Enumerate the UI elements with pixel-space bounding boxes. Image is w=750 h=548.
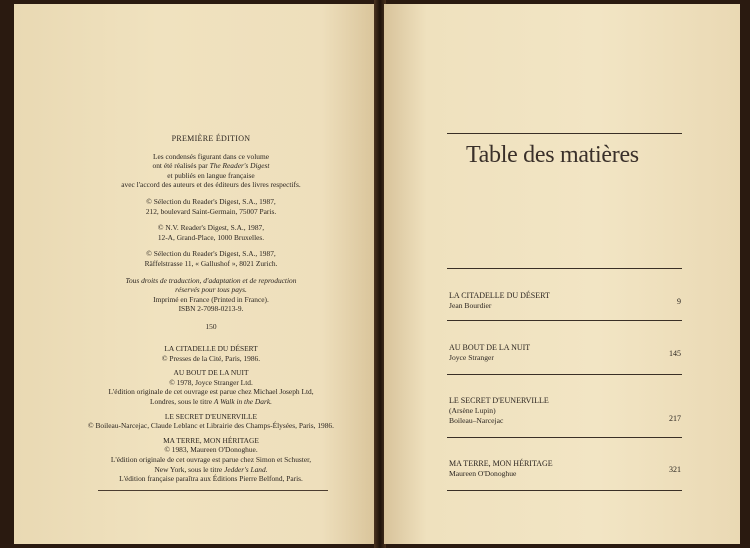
rights-line: Tous droits de traduction, d'adaptation et de reproduction xyxy=(125,275,297,285)
toc-entry-title: MA TERRE, MON HÉRITAGE xyxy=(449,459,553,468)
divider xyxy=(447,133,682,134)
printed-line: Imprimé en France (Printed in France). xyxy=(153,294,269,304)
credit-line: © 1978, Joyce Stranger Ltd. xyxy=(169,377,253,387)
credit-title: AU BOUT DE LA NUIT xyxy=(173,368,249,378)
copyright-line: © Sélection du Reader's Digest, S.A., 1987, xyxy=(146,196,276,206)
credit-line: © Presses de la Cité, Paris, 1986. xyxy=(161,353,261,363)
edition-heading: PREMIÈRE ÉDITION xyxy=(171,134,251,143)
intro-line: avec l'accord des auteurs et des éditeurs des livres respectifs. xyxy=(121,180,301,190)
toc-entry-subtitle: (Arsène Lupin) xyxy=(449,406,496,415)
divider xyxy=(98,490,328,491)
toc-entry-title: LE SECRET D'EUNERVILLE xyxy=(449,396,549,405)
toc-entry-page: 321 xyxy=(669,465,681,474)
divider xyxy=(447,437,682,438)
credit-line: L'édition originale de cet ouvrage est parue chez Michael Joseph Ltd, xyxy=(108,387,314,397)
toc-entry-author: Boileau–Narcejac xyxy=(449,416,504,425)
credit-line: New York, sous le titre Jedder's Land. xyxy=(154,464,268,474)
edition-block xyxy=(96,134,326,332)
copyright-line: Räffelstrasse 11, « Gallushof », 8021 Zurich. xyxy=(144,258,278,268)
isbn-line: ISBN 2-7098-0213-9. xyxy=(178,304,244,314)
toc-entry-page: 217 xyxy=(669,414,681,423)
toc-entry-title: LA CITADELLE DU DÉSERT xyxy=(449,291,550,300)
credit-line: Londres, sous le titre A Walk in the Dark. xyxy=(150,396,272,406)
credit-line: L'édition originale de cet ouvrage est parue chez Simon et Schuster, xyxy=(110,454,312,464)
intro-line: et publiés en langue française xyxy=(167,170,255,180)
toc-entry-author: Joyce Stranger xyxy=(449,353,494,362)
toc-entry-author: Maureen O'Donoghue xyxy=(449,469,517,478)
toc-entry xyxy=(449,396,681,426)
credit-title: LA CITADELLE DU DÉSERT xyxy=(164,344,258,353)
divider xyxy=(447,268,682,269)
credit-title: LE SECRET D'EUNERVILLE xyxy=(164,411,258,421)
credits-block xyxy=(88,344,334,484)
toc-entry-page: 9 xyxy=(677,297,681,306)
copyright-line: © Sélection du Reader's Digest, S.A., 1987, xyxy=(146,249,276,259)
copyright-line: 12-A, Grand-Place, 1000 Bruxelles. xyxy=(157,232,265,242)
toc-entry-author: Jean Bourdier xyxy=(449,301,492,310)
toc-entry-page: 145 xyxy=(669,349,681,358)
credit-line: © 1983, Maureen O'Donoghue. xyxy=(164,445,258,455)
toc-entry xyxy=(449,343,681,363)
volume-number: 150 xyxy=(205,321,217,331)
credit-line: L'édition française paraîtra aux Éditions Pierre Belfond, Paris. xyxy=(119,474,303,484)
copyright-line: 212, boulevard Saint-Germain, 75007 Paris. xyxy=(145,206,277,216)
divider xyxy=(447,320,682,321)
toc-entry xyxy=(449,459,681,479)
toc-entry-title: AU BOUT DE LA NUIT xyxy=(449,343,531,352)
credit-title: MA TERRE, MON HÉRITAGE xyxy=(163,435,259,445)
credit-line: © Boileau-Narcejac, Claude Leblanc et Librairie des Champs-Élysées, Paris, 1986. xyxy=(88,421,334,431)
divider xyxy=(447,374,682,375)
intro-line: ont été réalisés par The Reader's Digest xyxy=(152,161,270,171)
divider xyxy=(447,490,682,491)
page-title: Table des matières xyxy=(466,142,639,168)
rights-line: réservés pour tous pays. xyxy=(175,285,247,295)
copyright-line: © N.V. Reader's Digest, S.A., 1987, xyxy=(157,223,265,233)
toc-entry xyxy=(449,291,681,311)
intro-line: Les condensés figurant dans ce volume xyxy=(153,151,269,161)
